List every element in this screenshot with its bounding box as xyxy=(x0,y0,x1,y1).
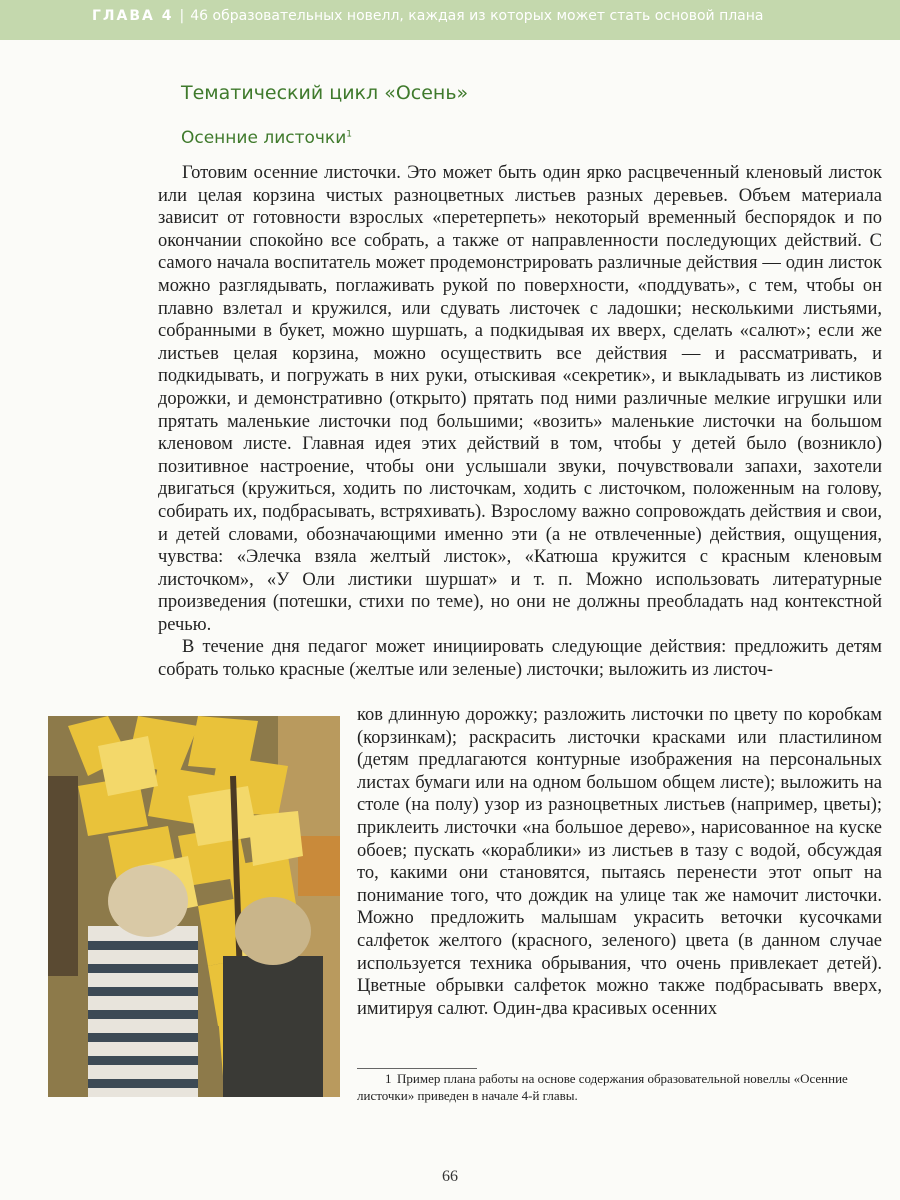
subsection-title xyxy=(181,128,352,148)
footnote xyxy=(357,1070,882,1104)
chapter-label: ГЛАВА 4 xyxy=(92,8,174,24)
page-number: 66 xyxy=(442,1168,458,1185)
paragraph-2-start: В течение дня педагог может инициировать следующие действия: предложить детям собрать только красные (желтые или зеленые) листочки; выложить из листоч- xyxy=(158,637,882,681)
chapter-header-band xyxy=(0,0,900,40)
chapter-header xyxy=(92,8,764,24)
chapter-title: 46 образовательных новелл, каждая из которых может стать основой плана xyxy=(190,8,764,24)
footnote-number: 1 xyxy=(385,1071,392,1086)
header-separator: | xyxy=(179,8,185,24)
paragraph-2-continued: ков длинную дорожку; разложить листочки по цвету по коробкам (корзинкам); раскрасить листочки красками или пластилином (детям предлагаются контурные изображения на персональных листах бумаги или на одном большом общем листе); выложить на столе (на полу) узор из разноцветных листьев (например, цветы); приклеить листочки «на большое дерево», нарисованное на куске обоев; пускать «кораблики» из листьев в тазу с водой, обсуждая то, какими они становятся, пытаясь перенести этот опыт на понимание того, что дождик на улице так же намочит листочки. Можно предложить малышам украсить веточки кусочками салфеток желтого (красного, зеленого) цвета (в данном случае используется техника обрывания, что очень привлекает детей). Цветные обрывки салфеток можно также подбрасывать вверх, имитируя салют. Один-два красивых осенних xyxy=(357,705,882,1019)
section-title: Тематический цикл «Осень» xyxy=(181,82,469,104)
child-dark-shirt xyxy=(223,897,323,1097)
footnote-text: Пример плана работы на основе содержания образовательной новеллы «Осенние листочки» приведен в начале 4-й главы. xyxy=(357,1071,848,1103)
autumn-leaves-photo xyxy=(48,716,340,1097)
paragraph-1: Готовим осенние листочки. Это может быть один ярко расцвеченный кленовый листок или целая корзина чистых разноцветных листьев разных деревьев. Объем материала зависит от готовности взрослых «перетерпеть» некоторый временный беспорядок и по окончании спокойно все собрать, а также от направленности последующих действий. С самого начала воспитатель может продемонстрировать различные действия — один листок можно разглядывать, поглаживать рукой по поверхности, «поддувать», с тем, чтобы он плавно взлетал и кружился, или сдувать листочек с ладошки; несколькими листьями, собранными в букет, можно шуршать, а подкидывая их вверх, сделать «салют»; если же листьев целая корзина, можно осуществить все действия — и рассматривать, и подкидывать, и погружать в них руки, отыскивая «секретик», и выкладывать из листиков дорожки, и демонстративно (открыто) прятать под ними различные мелкие игрушки или прятать маленькие листочки под большими; «возить» маленькие листочки на большом кленовом листе. Главная идея этих действий в том, чтобы у детей было (возникло) позитивное настроение, чтобы они услышали звуки, почувствовали запахи, захотели двигаться (кружиться, ходить по листочкам, ходить с листочком, положенным на голову, собирать их, подбрасывать, встряхивать). Взрослому важно сопровождать действия и свои, и детей словами, обозначающими именно эти (а не отвлеченные) действия, ощущения, чувства: «Элечка взяла желтый листок», «Катюша кружится с красным кленовым листочком», «У Оли листики шуршат» и т. п. Можно использовать литературные произведения (потешки, стихи по теме), но они не должны преобладать над контекстной речью. xyxy=(158,163,882,635)
footnote-rule xyxy=(357,1068,477,1069)
subsection-title-text: Осенние листочки xyxy=(181,128,347,148)
body-text-top xyxy=(158,162,882,682)
footnote-mark: 1 xyxy=(346,129,352,140)
body-text-right xyxy=(357,704,882,1020)
